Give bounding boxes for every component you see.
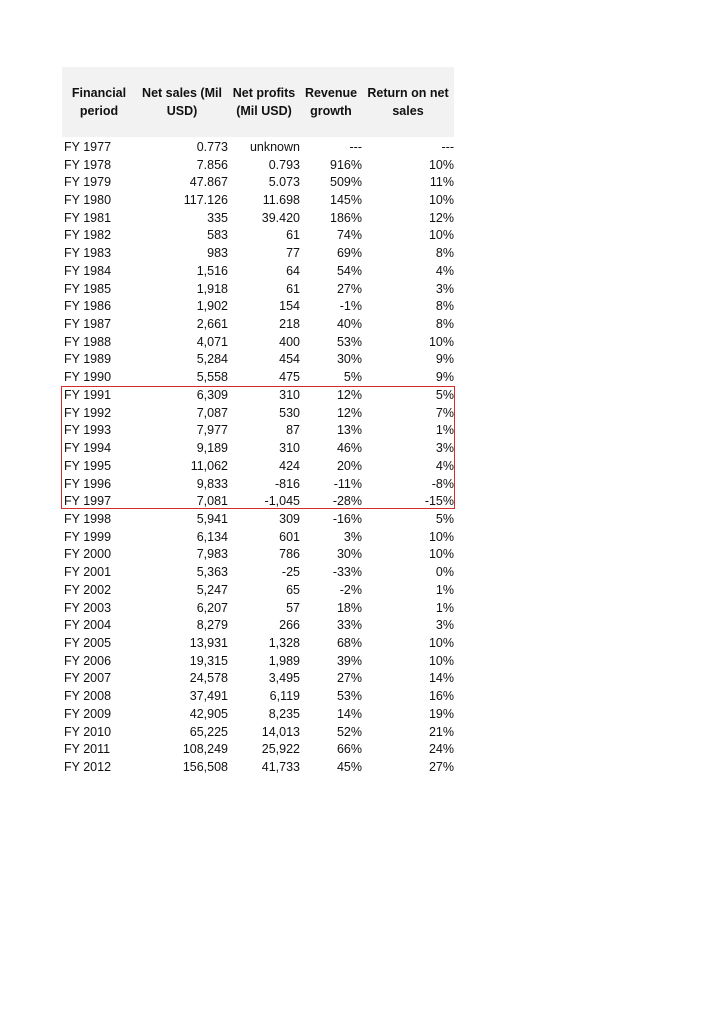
net-sales-cell: 47.867: [189, 175, 228, 190]
revenue-growth-cell: 53%: [336, 334, 362, 349]
return-on-net-sales-cell: -15%: [424, 494, 454, 509]
net-profits-cell: 0.793: [268, 157, 300, 172]
net-sales-cell: 1,516: [196, 263, 228, 278]
period-cell: FY 1990: [64, 370, 112, 385]
header-net-profits: Net profits (Mil USD): [232, 86, 296, 118]
table-row: [62, 368, 454, 386]
net-profits-cell: 475: [279, 370, 300, 385]
net-profits-cell: 400: [279, 334, 300, 349]
return-on-net-sales-cell: 5%: [435, 387, 454, 402]
table-row: [62, 616, 454, 634]
net-sales-cell: 4,071: [196, 334, 228, 349]
revenue-growth-cell: 45%: [336, 760, 362, 775]
net-profits-cell: 266: [279, 618, 300, 633]
table-row: [62, 173, 454, 191]
net-sales-cell: 983: [207, 246, 228, 261]
net-sales-cell: 42,905: [189, 706, 228, 721]
net-sales-cell: 0.773: [196, 139, 228, 154]
table-row: [62, 475, 454, 493]
table-row: [62, 297, 454, 315]
net-profits-cell: 8,235: [268, 706, 300, 721]
net-profits-cell: 57: [286, 600, 300, 615]
period-cell: FY 1979: [64, 175, 112, 190]
return-on-net-sales-cell: 24%: [428, 742, 454, 757]
net-sales-cell: 65,225: [189, 724, 228, 739]
revenue-growth-cell: -33%: [332, 565, 362, 580]
table-row: [62, 705, 454, 723]
return-on-net-sales-cell: 10%: [428, 228, 454, 243]
net-sales-cell: 7,977: [196, 423, 228, 438]
revenue-growth-cell: -11%: [333, 476, 362, 491]
table-row: [62, 670, 454, 688]
net-sales-cell: 5,247: [196, 582, 228, 597]
net-profits-cell: 41,733: [261, 760, 300, 775]
return-on-net-sales-cell: 1%: [435, 600, 454, 615]
period-cell: FY 1991: [64, 387, 112, 402]
net-sales-cell: 6,309: [196, 387, 228, 402]
revenue-growth-cell: 14%: [336, 706, 362, 721]
table-row: [62, 546, 454, 564]
net-profits-cell: 61: [286, 281, 300, 296]
return-on-net-sales-cell: 10%: [428, 635, 454, 650]
return-on-net-sales-cell: ---: [441, 139, 454, 154]
table-row: [62, 758, 454, 776]
period-cell: FY 1977: [64, 139, 112, 154]
table-row: [62, 740, 454, 758]
period-cell: FY 1983: [64, 246, 112, 261]
revenue-growth-cell: 27%: [336, 281, 362, 296]
revenue-growth-cell: 30%: [336, 547, 362, 562]
return-on-net-sales-cell: 16%: [428, 689, 454, 704]
return-on-net-sales-cell: 0%: [435, 565, 454, 580]
net-sales-cell: 583: [207, 228, 228, 243]
return-on-net-sales-cell: 4%: [435, 263, 454, 278]
net-profits-cell: 310: [279, 441, 300, 456]
net-sales-cell: 9,189: [196, 441, 228, 456]
net-sales-cell: 7,081: [196, 494, 228, 509]
period-cell: FY 2007: [64, 671, 112, 686]
period-cell: FY 1987: [64, 317, 112, 332]
period-cell: FY 1985: [64, 281, 112, 296]
period-cell: FY 2004: [64, 618, 112, 633]
table-row: [62, 563, 454, 581]
net-profits-cell: 1,328: [268, 635, 300, 650]
return-on-net-sales-cell: 21%: [428, 724, 454, 739]
revenue-growth-cell: ---: [349, 139, 362, 154]
revenue-growth-cell: 69%: [336, 246, 362, 261]
net-sales-cell: 13,931: [189, 635, 228, 650]
period-cell: FY 2006: [64, 653, 112, 668]
net-sales-cell: 1,918: [196, 281, 228, 296]
header-return-on-net-sales: Return on net sales: [367, 86, 449, 118]
financial-table: [62, 67, 454, 776]
net-profits-cell: -25: [281, 565, 300, 580]
net-profits-cell: 61: [286, 228, 300, 243]
return-on-net-sales-cell: 10%: [428, 547, 454, 562]
revenue-growth-cell: 33%: [336, 618, 362, 633]
period-cell: FY 2002: [64, 582, 112, 597]
net-profits-cell: 218: [279, 317, 300, 332]
period-cell: FY 1980: [64, 193, 112, 208]
return-on-net-sales-cell: 8%: [435, 317, 454, 332]
revenue-growth-cell: -16%: [332, 511, 362, 526]
header-financial-period: Financial period: [71, 86, 127, 118]
period-cell: FY 2008: [64, 689, 112, 704]
return-on-net-sales-cell: 8%: [435, 299, 454, 314]
period-cell: FY 2012: [64, 760, 112, 775]
net-profits-cell: 1,989: [268, 653, 300, 668]
return-on-net-sales-cell: 8%: [435, 246, 454, 261]
net-sales-cell: 8,279: [196, 618, 228, 633]
revenue-growth-cell: 68%: [336, 635, 362, 650]
table-row: [62, 652, 454, 670]
net-sales-cell: 6,134: [196, 529, 228, 544]
revenue-growth-cell: 53%: [336, 689, 362, 704]
net-sales-cell: 1,902: [196, 299, 228, 314]
return-on-net-sales-cell: 12%: [428, 210, 454, 225]
table-row: [62, 227, 454, 245]
return-on-net-sales-cell: 10%: [428, 653, 454, 668]
net-sales-cell: 7.856: [196, 157, 228, 172]
return-on-net-sales-cell: 1%: [435, 423, 454, 438]
net-profits-cell: 11.698: [262, 193, 300, 208]
period-cell: FY 1982: [64, 228, 112, 243]
net-profits-cell: 454: [279, 352, 300, 367]
net-sales-cell: 37,491: [189, 689, 228, 704]
revenue-growth-cell: 39%: [336, 653, 362, 668]
return-on-net-sales-cell: 4%: [435, 458, 454, 473]
return-on-net-sales-cell: 10%: [428, 157, 454, 172]
return-on-net-sales-cell: 14%: [428, 671, 454, 686]
net-profits-cell: 309: [279, 511, 300, 526]
net-sales-cell: 2,661: [196, 317, 228, 332]
table-row: [62, 510, 454, 528]
net-profits-cell: 6,119: [269, 689, 300, 704]
period-cell: FY 1994: [64, 441, 112, 456]
table-row: [62, 492, 454, 510]
net-sales-cell: 6,207: [196, 600, 228, 615]
net-sales-cell: 156,508: [182, 760, 228, 775]
net-sales-cell: 24,578: [189, 671, 228, 686]
table-row: [62, 156, 454, 174]
revenue-growth-cell: 52%: [336, 724, 362, 739]
revenue-growth-cell: 66%: [336, 742, 362, 757]
revenue-growth-cell: 186%: [330, 210, 362, 225]
revenue-growth-cell: 12%: [336, 405, 362, 420]
table-row: [62, 404, 454, 422]
return-on-net-sales-cell: 10%: [428, 529, 454, 544]
period-cell: FY 2003: [64, 600, 112, 615]
net-sales-cell: 5,558: [196, 370, 228, 385]
table-row: [62, 528, 454, 546]
net-profits-cell: unknown: [249, 139, 300, 154]
revenue-growth-cell: 46%: [336, 441, 362, 456]
revenue-growth-cell: 3%: [343, 529, 362, 544]
period-cell: FY 1981: [64, 210, 112, 225]
net-profits-cell: 87: [286, 423, 300, 438]
period-cell: FY 1978: [64, 157, 112, 172]
return-on-net-sales-cell: 1%: [435, 582, 454, 597]
table-row: [62, 439, 454, 457]
revenue-growth-cell: 509%: [330, 175, 362, 190]
period-cell: FY 1998: [64, 511, 112, 526]
net-profits-cell: 77: [286, 246, 300, 261]
period-cell: FY 2010: [64, 724, 112, 739]
net-profits-cell: 5.073: [268, 175, 300, 190]
return-on-net-sales-cell: 9%: [435, 352, 454, 367]
net-sales-cell: 7,087: [196, 405, 228, 420]
return-on-net-sales-cell: 7%: [435, 405, 454, 420]
header-revenue-growth: Revenue growth: [304, 86, 358, 118]
table-row: [62, 333, 454, 351]
net-profits-cell: 25,922: [261, 742, 300, 757]
table-row: [62, 315, 454, 333]
net-profits-cell: 154: [279, 299, 300, 314]
table-row: [62, 581, 454, 599]
net-profits-cell: 601: [279, 529, 300, 544]
return-on-net-sales-cell: 3%: [435, 281, 454, 296]
table-row: [62, 386, 454, 404]
net-profits-cell: 14,013: [261, 724, 300, 739]
period-cell: FY 2005: [64, 635, 112, 650]
net-profits-cell: 310: [279, 387, 300, 402]
net-sales-cell: 5,941: [196, 511, 228, 526]
revenue-growth-cell: -2%: [339, 582, 362, 597]
return-on-net-sales-cell: 3%: [435, 441, 454, 456]
table-row: [62, 262, 454, 280]
period-cell: FY 1993: [64, 423, 112, 438]
revenue-growth-cell: -1%: [339, 299, 362, 314]
period-cell: FY 2001: [64, 565, 112, 580]
revenue-growth-cell: 12%: [336, 387, 362, 402]
period-cell: FY 1984: [64, 263, 112, 278]
revenue-growth-cell: 30%: [336, 352, 362, 367]
table-row: [62, 191, 454, 209]
net-profits-cell: -1,045: [264, 494, 300, 509]
revenue-growth-cell: 40%: [336, 317, 362, 332]
revenue-growth-cell: 54%: [336, 263, 362, 278]
period-cell: FY 1986: [64, 299, 112, 314]
period-cell: FY 1992: [64, 405, 112, 420]
return-on-net-sales-cell: 11%: [429, 175, 454, 190]
period-cell: FY 2000: [64, 547, 112, 562]
table-row: [62, 457, 454, 475]
table-row: [62, 138, 454, 156]
revenue-growth-cell: 27%: [336, 671, 362, 686]
revenue-growth-cell: 916%: [330, 157, 362, 172]
revenue-growth-cell: 20%: [336, 458, 362, 473]
table-row: [62, 599, 454, 617]
table-row: [62, 244, 454, 262]
net-sales-cell: 335: [207, 210, 228, 225]
revenue-growth-cell: 13%: [336, 423, 362, 438]
table-row: [62, 723, 454, 741]
net-profits-cell: 786: [279, 547, 300, 562]
return-on-net-sales-cell: 3%: [435, 618, 454, 633]
net-sales-cell: 108,249: [182, 742, 228, 757]
net-profits-cell: 530: [279, 405, 300, 420]
table-body: [62, 138, 454, 776]
net-sales-cell: 5,363: [196, 565, 228, 580]
return-on-net-sales-cell: 9%: [435, 370, 454, 385]
period-cell: FY 1997: [64, 494, 112, 509]
net-sales-cell: 9,833: [196, 476, 228, 491]
table-row: [62, 687, 454, 705]
revenue-growth-cell: 18%: [336, 600, 362, 615]
net-sales-cell: 5,284: [196, 352, 228, 367]
table-header-row: [62, 67, 454, 137]
period-cell: FY 1989: [64, 352, 112, 367]
net-sales-cell: 19,315: [189, 653, 228, 668]
net-profits-cell: 39.420: [261, 210, 300, 225]
return-on-net-sales-cell: 5%: [435, 511, 454, 526]
revenue-growth-cell: -28%: [332, 494, 362, 509]
period-cell: FY 1995: [64, 458, 112, 473]
table-row: [62, 351, 454, 369]
net-sales-cell: 7,983: [196, 547, 228, 562]
header-net-sales: Net sales (Mil USD): [142, 86, 222, 118]
return-on-net-sales-cell: 10%: [428, 334, 454, 349]
period-cell: FY 2009: [64, 706, 112, 721]
table-row: [62, 422, 454, 440]
revenue-growth-cell: 145%: [330, 193, 362, 208]
net-profits-cell: 3,495: [268, 671, 300, 686]
return-on-net-sales-cell: -8%: [431, 476, 454, 491]
net-profits-cell: 64: [286, 263, 300, 278]
return-on-net-sales-cell: 27%: [428, 760, 454, 775]
period-cell: FY 1999: [64, 529, 112, 544]
revenue-growth-cell: 5%: [343, 370, 362, 385]
net-profits-cell: 65: [286, 582, 300, 597]
period-cell: FY 1988: [64, 334, 112, 349]
net-profits-cell: 424: [279, 458, 300, 473]
period-cell: FY 2011: [64, 742, 111, 757]
revenue-growth-cell: 74%: [336, 228, 362, 243]
net-sales-cell: 11,062: [190, 458, 228, 473]
net-sales-cell: 117.126: [183, 193, 228, 208]
table-row: [62, 280, 454, 298]
period-cell: FY 1996: [64, 476, 112, 491]
table-row: [62, 634, 454, 652]
return-on-net-sales-cell: 19%: [428, 706, 454, 721]
return-on-net-sales-cell: 10%: [428, 193, 454, 208]
net-profits-cell: -816: [274, 476, 300, 491]
table-row: [62, 209, 454, 227]
